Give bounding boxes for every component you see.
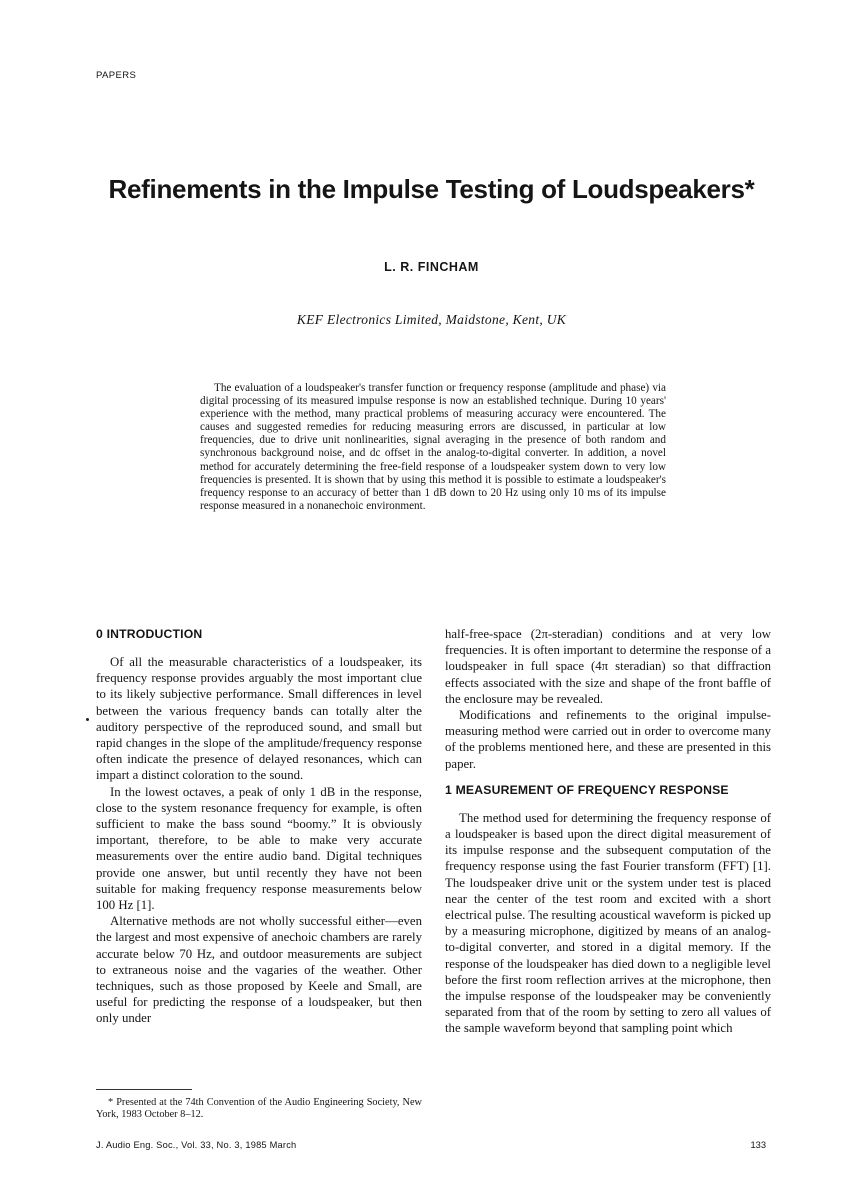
page-number: 133	[750, 1140, 766, 1150]
measurement-paragraph-1: The method used for determining the frequency response of a loudspeaker is based upon the direct digital measurement of its impulse response and the subsequent computation of the frequency response using the fast Fourier transform (FFT) [1]. The loudspeaker drive unit or the system under test is placed near the center of the test room and excited with a short electrical pulse. The resulting acoustical waveform is picked up by a measuring microphone, digitized by means of an analog-to-digital converter, and stored in a digital memory. If the response of the loudspeaker has died down to a negligible level before the first room reflection arrives at the microphone, then the impulse response of the loudspeaker may be conveniently separated from that of the room by setting to zero all values of the sample waveform beyond that sampling point which	[445, 810, 771, 1036]
intro-paragraph-2: In the lowest octaves, a peak of only 1 dB in the response, close to the system resonance frequency for example, is often sufficient to make the bass sound “boomy.” It is obviously important, therefore, to be able to make very accurate measurements over the entire audio band. Digital techniques provide one answer, but until recently they have not been suitable for making frequency response measurements below 100 Hz [1].	[96, 784, 422, 913]
margin-dot	[86, 718, 89, 721]
right-column	[445, 626, 771, 1037]
section-heading-introduction: 0 INTRODUCTION	[96, 627, 203, 641]
author-affiliation: KEF Electronics Limited, Maidstone, Kent, UK	[296, 312, 567, 327]
intro-paragraph-3: Alternative methods are not wholly successful either—even the largest and most expensive of anechoic chambers are rarely accurate below 70 Hz, and outdoor measurements are subject to extraneous noise and the vagaries of the weather. Other techniques, such as those proposed by Keele and Small, are useful for predicting the response of a loudspeaker, but then only under	[96, 914, 422, 1026]
paper-title: Refinements in the Impulse Testing of Loudspeakers*	[108, 174, 755, 204]
intro-paragraph-4: half-free-space (2π-steradian) conditions and at very low frequencies. It is often important to determine the response of a loudspeaker in full space (4π steradian) so that diffraction effects associated with the size and shape of the front baffle of the enclosure may be revealed.	[445, 627, 771, 706]
footnote: * Presented at the 74th Convention of the Audio Engineering Society, New York, 1983 October 8–12.	[96, 1097, 422, 1120]
footnote-divider	[96, 1089, 192, 1090]
left-column	[96, 626, 422, 1027]
intro-paragraph-1: Of all the measurable characteristics of a loudspeaker, its frequency response provides arguably the most important clue to its likely subjective performance. Small differences in level between the various frequency bands can totally alter the auditory perspective of the reproduced sound, and small but rapid changes in the slope of the amplitude/frequency response often indicate the presence of delayed resonances, which can impart a distinct coloration to the sound.	[96, 655, 422, 783]
section-heading-measurement: 1 MEASUREMENT OF FREQUENCY RESPONSE	[445, 782, 729, 797]
author-name: L. R. FINCHAM	[384, 260, 479, 274]
journal-citation: J. Audio Eng. Soc., Vol. 33, No. 3, 1985 March	[96, 1140, 297, 1150]
running-header: PAPERS	[96, 70, 137, 81]
abstract: The evaluation of a loudspeaker's transfer function or frequency response (amplitude and phase) via digital processing of its measured impulse response is now an established technique. During 10 years' experience with the method, many practical problems of measuring accuracy were encountered. The causes and suggested remedies for reducing measuring errors are discussed, in particular at low frequencies, due to drive unit nonlinearities, signal averaging in the presence of both random and synchronous background noise, and dc offset in the analog-to-digital converter. In addition, a novel method for accurately determining the free-field response of a loudspeaker system down to very low frequencies is presented. It is shown that by using this method it is possible to estimate a loudspeaker's frequency response to an accuracy of better than 1 dB down to 20 Hz using only 10 ms of its impulse response measured in a nonanechoic environment.	[200, 382, 666, 512]
intro-paragraph-5: Modifications and refinements to the original impulse-measuring method were carried out in order to overcome many of the problems mentioned here, and these are presented in this paper.	[445, 708, 771, 771]
